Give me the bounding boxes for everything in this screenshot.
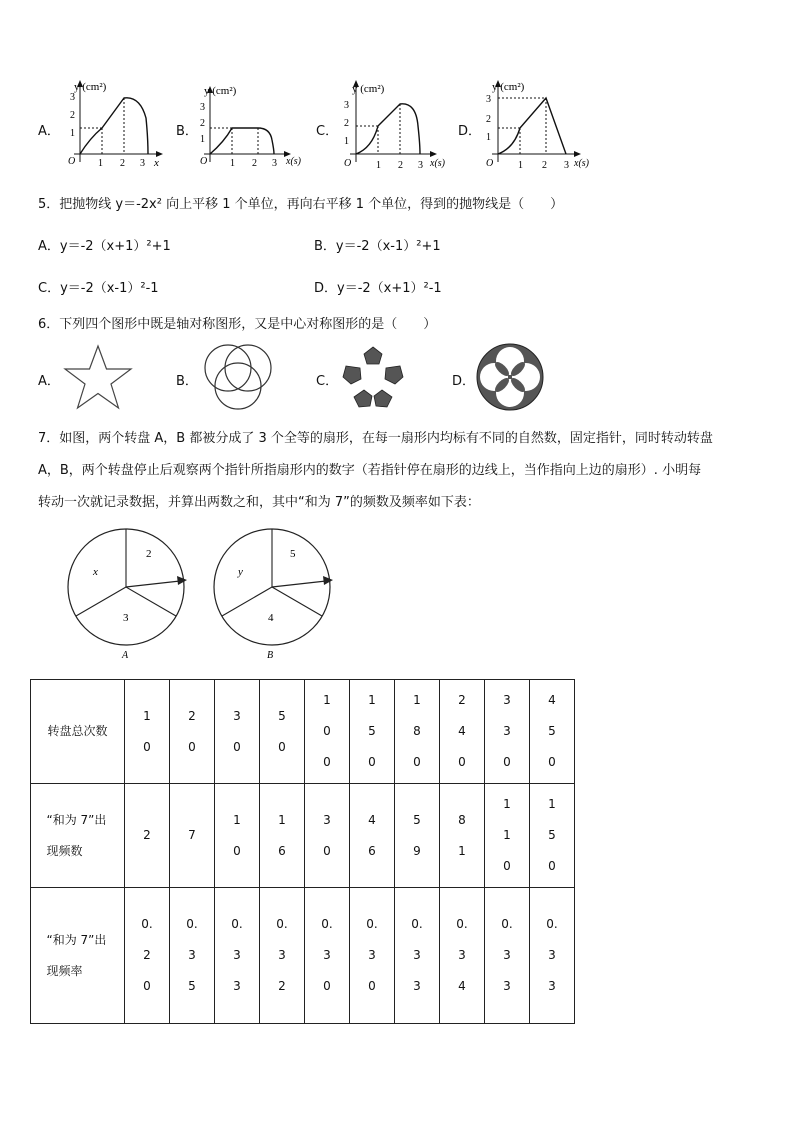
table-cell: 240 <box>440 680 485 784</box>
table-cell: 50 <box>260 680 305 784</box>
frequency-table <box>30 679 575 1024</box>
curve <box>80 98 148 154</box>
q5-option-c[interactable]: C．y＝-2（x-1）²-1 <box>38 281 159 296</box>
table-cell: 100 <box>305 680 350 784</box>
option-a-label[interactable]: A． <box>38 124 60 139</box>
row-header: 转盘总次数 <box>31 680 125 784</box>
curve <box>210 128 274 154</box>
three-circles-figure <box>198 341 276 413</box>
x-tick: 3 <box>564 160 569 170</box>
y-label: y (cm²) <box>204 85 237 97</box>
table-cell: 0.32 <box>260 888 305 1024</box>
x-label: x(s) <box>286 156 301 167</box>
q6-option-c-label[interactable]: C． <box>316 374 339 389</box>
sector-label: 2 <box>146 548 152 560</box>
spinner-name: B <box>267 650 274 661</box>
y-tick: 2 <box>70 110 75 121</box>
table-cell: 110 <box>485 784 530 888</box>
table-cell: 30 <box>215 680 260 784</box>
sector-label: x <box>93 566 98 578</box>
y-label: y (cm²) <box>352 83 385 95</box>
y-label: y (cm²) <box>74 81 107 93</box>
table-cell: 0.20 <box>125 888 170 1024</box>
spinner-name: A <box>122 650 129 661</box>
y-tick: 3 <box>344 100 349 111</box>
x-label: x(s) <box>574 158 589 169</box>
spinner-b <box>208 523 338 665</box>
x-tick: 2 <box>398 160 403 170</box>
q5-stem: 5．把抛物线 y＝-2x² 向上平移 1 个单位，再向右平移 1 个单位，得到的抛物线是（ ） <box>38 197 564 212</box>
q6-stem: 6．下列四个图形中既是轴对称图形，又是中心对称图形的是（ ） <box>38 317 437 332</box>
option-d-label[interactable]: D． <box>458 124 482 139</box>
table-cell: 180 <box>395 680 440 784</box>
y-tick: 3 <box>70 92 75 103</box>
circle-petals-figure <box>474 341 546 413</box>
q5-option-d[interactable]: D．y＝-2（x+1）²-1 <box>314 281 442 296</box>
y-tick: 3 <box>486 94 491 105</box>
y-tick: 1 <box>344 136 349 147</box>
q7-line3: 转动一次就记录数据，并算出两数之和，其中“和为 7”的频数及频率如下表： <box>38 495 480 510</box>
table-row <box>31 680 575 784</box>
curve <box>498 98 566 154</box>
y-tick: 2 <box>344 118 349 129</box>
x-arrow <box>430 151 437 157</box>
q6-option-d-label[interactable]: D． <box>452 374 476 389</box>
table-cell: 0.34 <box>440 888 485 1024</box>
sector-label: 4 <box>268 612 274 624</box>
x-tick: 3 <box>140 158 145 169</box>
option-b-label[interactable]: B． <box>176 124 198 139</box>
row-header: “和为 7”出现频数 <box>31 784 125 888</box>
sector-label: 3 <box>123 612 129 624</box>
x-tick: 3 <box>418 160 423 170</box>
table-row <box>31 784 575 888</box>
table-cell: 30 <box>305 784 350 888</box>
q6-option-a-label[interactable]: A． <box>38 374 60 389</box>
table-cell: 0.33 <box>485 888 530 1024</box>
y-tick: 1 <box>70 128 75 139</box>
q5-option-a[interactable]: A．y＝-2（x+1）²+1 <box>38 239 171 254</box>
sector-label: y <box>238 566 243 578</box>
graph-c <box>338 78 452 170</box>
sector-label: 5 <box>290 548 296 560</box>
x-label: x <box>154 157 159 169</box>
table-cell: 0.35 <box>170 888 215 1024</box>
table-cell: 46 <box>350 784 395 888</box>
x-tick: 1 <box>518 160 523 170</box>
y-tick: 1 <box>200 134 205 145</box>
x-tick: 3 <box>272 158 277 169</box>
table-cell: 16 <box>260 784 305 888</box>
y-tick: 1 <box>486 132 491 143</box>
table-cell: 330 <box>485 680 530 784</box>
q6-option-b-label[interactable]: B． <box>176 374 198 389</box>
table-cell: 7 <box>170 784 215 888</box>
option-c-label[interactable]: C． <box>316 124 339 139</box>
table-cell: 0.33 <box>395 888 440 1024</box>
graph-d <box>480 78 598 170</box>
x-tick: 2 <box>542 160 547 170</box>
table-cell: 10 <box>125 680 170 784</box>
table-cell: 0.30 <box>350 888 395 1024</box>
table-cell: 20 <box>170 680 215 784</box>
table-cell: 81 <box>440 784 485 888</box>
table-cell: 150 <box>350 680 395 784</box>
table-cell: 150 <box>530 784 575 888</box>
table-cell: 0.33 <box>530 888 575 1024</box>
graph-b <box>196 84 308 170</box>
x-label: x(s) <box>430 158 445 169</box>
y-tick: 3 <box>200 102 205 113</box>
x-tick: 1 <box>230 158 235 169</box>
row-header: “和为 7”出现频率 <box>31 888 125 1024</box>
origin-label: O <box>68 156 76 167</box>
table-cell: 10 <box>215 784 260 888</box>
y-tick: 2 <box>200 118 205 129</box>
q7-line1: 7．如图，两个转盘 A，B 都被分成了 3 个全等的扇形，在每一扇形内均标有不同的自然数，固定指针，同时转动转盘 <box>38 431 713 446</box>
graph-a <box>62 78 172 170</box>
table-cell: 59 <box>395 784 440 888</box>
x-tick: 1 <box>376 160 381 170</box>
table-cell: 2 <box>125 784 170 888</box>
table-cell: 0.30 <box>305 888 350 1024</box>
table-cell: 450 <box>530 680 575 784</box>
y-label: y (cm²) <box>492 81 525 93</box>
q7-line2: A，B，两个转盘停止后观察两个指针所指扇形内的数字（若指针停在扇形的边线上，当作指向上边的扇形）. 小明每 <box>38 463 702 478</box>
x-arrow <box>574 151 581 157</box>
x-tick: 2 <box>252 158 257 169</box>
five-pentagons-figure <box>340 345 406 409</box>
origin-label: O <box>200 156 208 167</box>
table-cell: 0.33 <box>215 888 260 1024</box>
curve <box>356 104 420 154</box>
table-row <box>31 888 575 1024</box>
y-tick: 2 <box>486 114 491 125</box>
q5-option-b[interactable]: B．y＝-2（x-1）²+1 <box>314 239 441 254</box>
x-tick: 2 <box>120 158 125 169</box>
star-figure <box>62 343 134 411</box>
spinner-a <box>62 523 192 665</box>
x-tick: 1 <box>98 158 103 169</box>
origin-label: O <box>344 158 352 169</box>
origin-label: O <box>486 158 494 169</box>
